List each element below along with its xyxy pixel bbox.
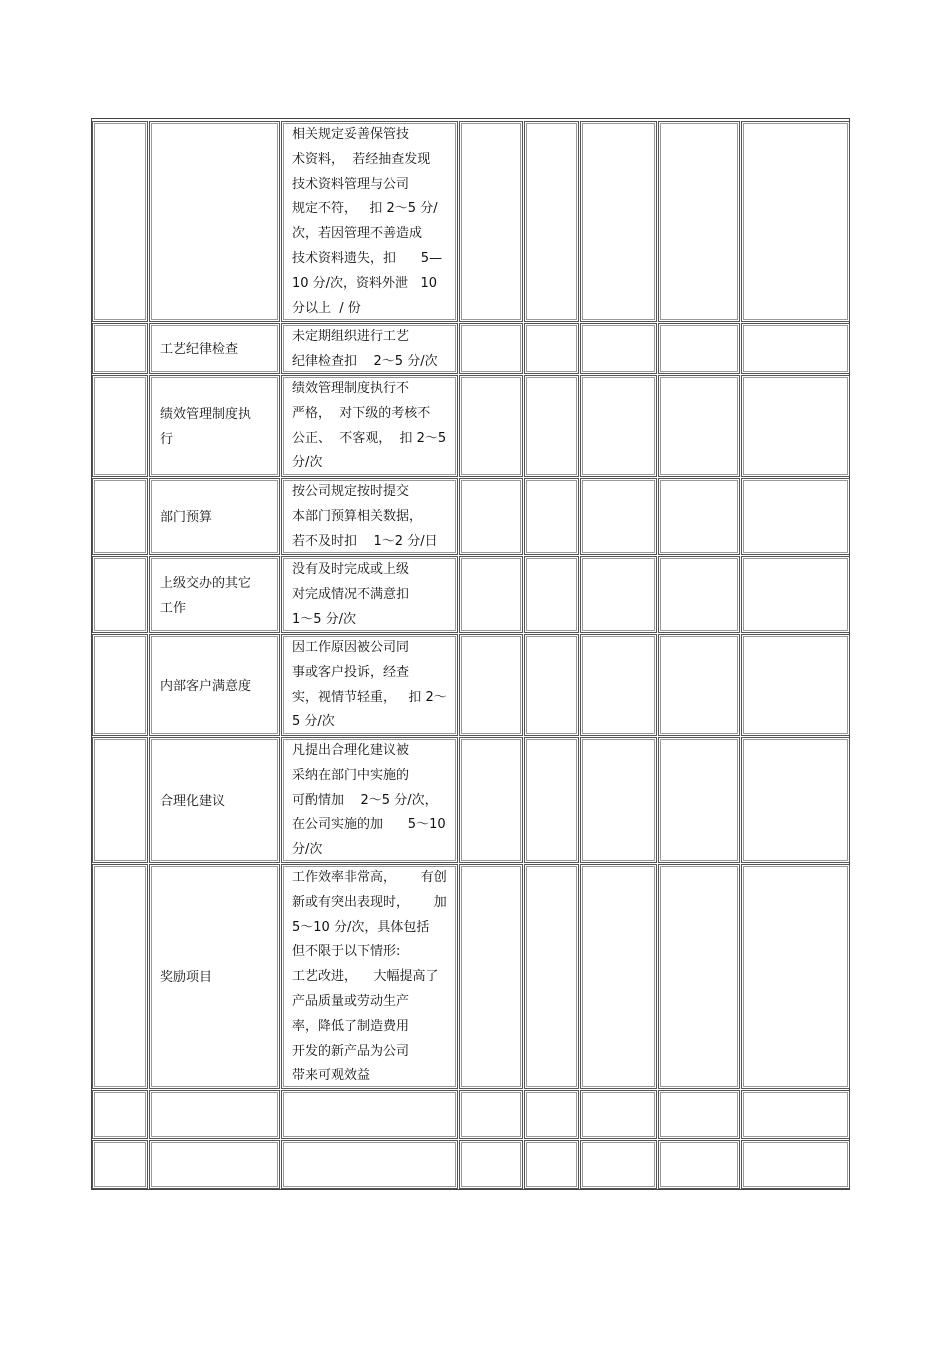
cell-criteria: [281, 375, 458, 477]
criteria-line: 工艺改进， 大幅提高了: [292, 969, 439, 985]
cell-col-5: [524, 556, 579, 633]
cell-item: [149, 1090, 280, 1139]
cell-col-8: [741, 1090, 850, 1139]
cell-item: [149, 864, 280, 1089]
cell-index: [92, 478, 148, 555]
criteria-line: 分以上 / 份: [292, 300, 361, 316]
cell-col-8: [741, 375, 850, 477]
cell-criteria: [281, 864, 458, 1089]
cell-item: [149, 737, 280, 863]
cell-col-7: [658, 634, 740, 736]
cell-col-8: [741, 556, 850, 633]
criteria-line: 产品质量或劳动生产: [292, 994, 410, 1009]
criteria-line: 率，降低了制造费用: [292, 1018, 410, 1034]
cell-criteria: [281, 1090, 458, 1139]
cell-item: [149, 478, 280, 555]
cell-item: [149, 1140, 280, 1189]
assessment-table: [91, 118, 850, 1190]
criteria-line: 规定不符， 扣 2～5 分/: [292, 201, 438, 217]
cell-col-7: [658, 478, 740, 555]
cell-col-6: [580, 478, 657, 555]
cell-col-5: [524, 1090, 579, 1139]
cell-col-5: [524, 323, 579, 374]
criteria-line: 分/次: [292, 455, 323, 471]
cell-col-5: [524, 737, 579, 863]
criteria-line: 未定期组织进行工艺: [292, 329, 410, 344]
criteria-line: 技术资料遗失，扣 5—: [292, 251, 443, 266]
cell-col-7: [658, 556, 740, 633]
cell-col-5: [524, 634, 579, 736]
cell-criteria: [281, 556, 458, 633]
criteria-line: 绩效管理制度执行不: [292, 381, 410, 396]
cell-col-6: [580, 375, 657, 477]
criteria-line: 按公司规定按时提交: [292, 484, 410, 499]
cell-col-8: [741, 634, 850, 736]
criteria-line: 在公司实施的加 5～10: [292, 817, 446, 833]
item-label: 部门预算: [160, 510, 213, 525]
criteria-line: 次，若因管理不善造成: [292, 226, 423, 242]
criteria-line: 1～5 分/次: [292, 611, 357, 627]
criteria-line: 可酌情加 2～5 分/次，: [292, 792, 438, 808]
cell-col-4: [459, 634, 523, 736]
cell-col-4: [459, 1090, 523, 1139]
item-label: 奖励项目: [160, 970, 213, 985]
cell-index: [92, 375, 148, 477]
cell-col-6: [580, 737, 657, 863]
cell-criteria: [281, 478, 458, 555]
item-label: 合理化建议: [160, 793, 226, 809]
cell-item: [149, 634, 280, 736]
cell-col-5: [524, 375, 579, 477]
cell-item: [149, 375, 280, 477]
criteria-line: 凡提出合理化建议被: [292, 743, 410, 758]
criteria-line: 没有及时完成或上级: [292, 562, 410, 577]
cell-index: [92, 737, 148, 863]
criteria-line: 实，视情节轻重， 扣 2～: [292, 689, 447, 705]
item-label: 内部客户满意度: [160, 678, 252, 694]
cell-col-7: [658, 1090, 740, 1139]
cell-col-4: [459, 121, 523, 322]
criteria-line: 纪律检查扣 2～5 分/次: [292, 353, 438, 369]
cell-item: [149, 323, 280, 374]
cell-col-7: [658, 1140, 740, 1189]
criteria-line: 但不限于以下情形:: [292, 944, 401, 960]
cell-index: [92, 556, 148, 633]
criteria-line: 相关规定妥善保管技: [292, 127, 410, 142]
cell-col-8: [741, 478, 850, 555]
cell-col-8: [741, 323, 850, 374]
cell-index: [92, 1140, 148, 1189]
cell-criteria: [281, 634, 458, 736]
cell-col-6: [580, 1090, 657, 1139]
criteria-line: 本部门预算相关数据，: [292, 508, 423, 524]
cell-col-6: [580, 1140, 657, 1189]
cell-col-4: [459, 864, 523, 1089]
cell-item: [149, 556, 280, 633]
criteria-line: 带来可观效益: [292, 1068, 371, 1084]
cell-col-8: [741, 121, 850, 322]
cell-col-4: [459, 323, 523, 374]
cell-col-5: [524, 864, 579, 1089]
criteria-line: 事或客户投诉，经查: [292, 664, 410, 680]
cell-col-5: [524, 1140, 579, 1189]
cell-col-7: [658, 864, 740, 1089]
cell-criteria: [281, 737, 458, 863]
cell-index: [92, 864, 148, 1089]
cell-col-4: [459, 478, 523, 555]
cell-col-5: [524, 121, 579, 322]
cell-col-4: [459, 737, 523, 863]
cell-col-6: [580, 323, 657, 374]
item-label: 上级交办的其它: [160, 575, 252, 591]
item-label: 工作: [160, 600, 187, 616]
item-label: 工艺纪律检查: [160, 342, 239, 357]
criteria-line: 5～10 分/次，具体包括: [292, 919, 430, 935]
criteria-line: 技术资料管理与公司: [292, 176, 410, 192]
cell-index: [92, 634, 148, 736]
criteria-line: 采纳在部门中实施的: [292, 767, 410, 783]
cell-col-7: [658, 737, 740, 863]
item-label: 绩效管理制度执: [160, 407, 252, 422]
cell-col-6: [580, 556, 657, 633]
cell-col-4: [459, 556, 523, 633]
cell-col-7: [658, 323, 740, 374]
cell-col-6: [580, 634, 657, 736]
criteria-line: 分/次: [292, 842, 323, 858]
criteria-line: 若不及时扣 1～2 分/日: [292, 533, 438, 549]
cell-col-8: [741, 1140, 850, 1189]
criteria-line: 新或有突出表现时， 加: [292, 894, 447, 910]
criteria-line: 5 分/次: [292, 714, 335, 730]
cell-col-6: [580, 121, 657, 322]
cell-col-7: [658, 375, 740, 477]
criteria-line: 术资料， 若经抽查发现: [292, 151, 431, 167]
criteria-line: 工作效率非常高， 有创: [292, 870, 447, 885]
criteria-line: 公正、 不客观， 扣 2～5: [292, 430, 447, 446]
cell-col-7: [658, 121, 740, 322]
cell-col-4: [459, 375, 523, 477]
cell-col-8: [741, 737, 850, 863]
criteria-line: 开发的新产品为公司: [292, 1043, 410, 1059]
item-label: 行: [160, 432, 174, 447]
cell-item: [149, 121, 280, 322]
cell-criteria: [281, 1140, 458, 1189]
cell-col-4: [459, 1140, 523, 1189]
cell-criteria: [281, 323, 458, 374]
criteria-line: 因工作原因被公司同: [292, 640, 410, 655]
criteria-line: 严格， 对下级的考核不: [292, 405, 431, 421]
cell-index: [92, 323, 148, 374]
cell-col-8: [741, 864, 850, 1089]
cell-index: [92, 121, 148, 322]
criteria-line: 对完成情况不满意扣: [292, 586, 410, 602]
cell-index: [92, 1090, 148, 1139]
cell-col-6: [580, 864, 657, 1089]
cell-criteria: [281, 121, 458, 322]
criteria-line: 10 分/次，资料外泄 10: [292, 275, 437, 291]
cell-col-5: [524, 478, 579, 555]
